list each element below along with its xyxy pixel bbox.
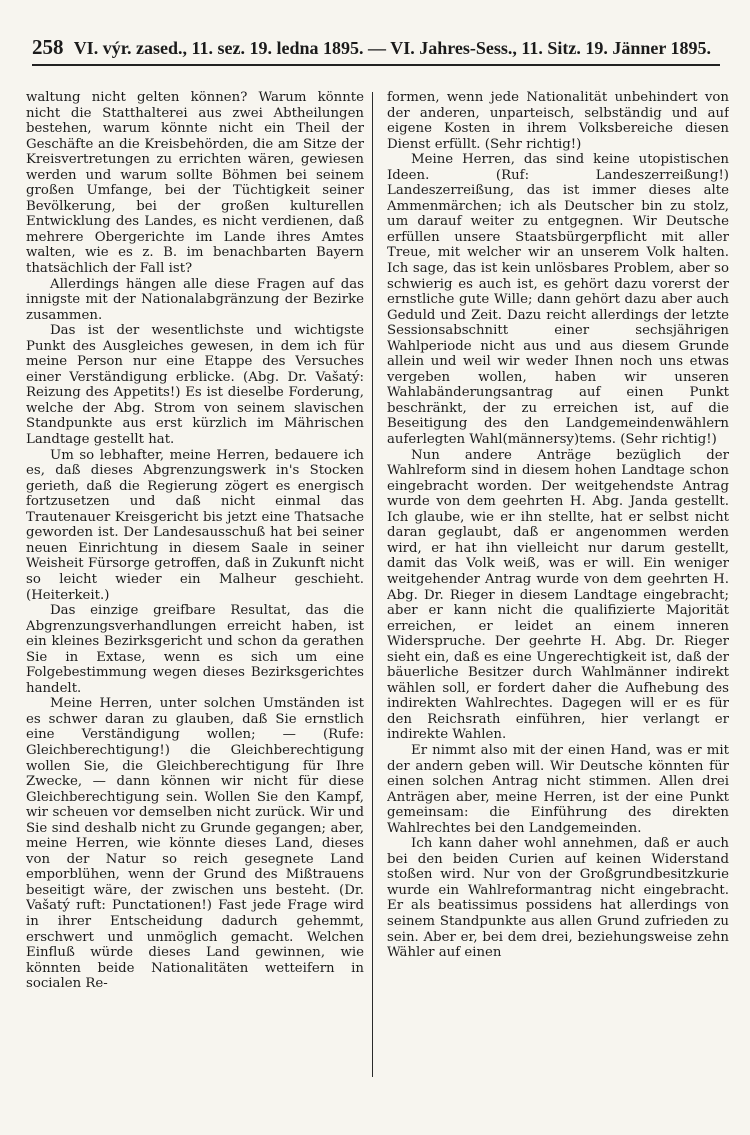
- paragraph: Das ist der wesentlichste und wichtigste Punkt des Ausgleiches gewesen, in dem ich für meine Person nur eine Etappe des Versuches einer Verständigung erblicke. (Abg. Dr. Vašatý: Reizung des Appetits!) Es ist dieselbe Forderung, welche der Abg. Strom von seinem slavischen Standpunkte aus erst kürzlich im Mährischen Landtage gestellt hat.: [26, 323, 364, 448]
- paragraph: Ich kann daher wohl annehmen, daß er auch bei den beiden Curien auf keinen Widerstand stoßen wird. Nur von der Großgrundbesitzkurie wurde ein Wahlreformantrag nicht eingebracht. Er als beatissimus possidens hat allerdings von seinem Standpunkte aus allen Grund zufrieden zu sein. Aber er, bei dem drei, beziehungsweise zehn Wähler auf einen: [387, 836, 729, 961]
- paragraph: Meine Herren, das sind keine utopistischen Ideen. (Ruf: Landeszerreißung!) Landeszerreißung, das ist immer dieses alte Ammenmärchen; ich als Deutscher bin zu stolz, um darauf weiter zu entgegnen. Wir Deutsche erfüllen unsere Staatsbürgerpflicht mit aller Treue, mit welcher wir an unserem Volk halten. Ich sage, das ist kein unlösbares Problem, aber so schwierig es auch ist, es gehört dazu vorerst der ernstliche gute Wille; dann gehört dazu aber auch Geduld und Zeit. Dazu reicht allerdings der letzte Sessionsabschnitt einer sechsjährigen Wahlperiode nicht aus und aus diesem Grunde allein und weil wir weder Ihnen noch uns etwas vergeben wollen, haben wir unseren Wahlabänderungsantrag auf einen Punkt beschränkt, der zu erreichen ist, auf die Beseitigung des den Landgemeindenwählern auferlegten Wahl(männersy)tems. (Sehr richtig!): [387, 152, 729, 448]
- column-divider: [372, 92, 373, 1077]
- paragraph: Um so lebhafter, meine Herren, bedauere ich es, daß dieses Abgrenzungswerk in's Stocken gerieth, daß die Regierung zögert es energisch fortzusetzen und daß nicht einmal das Trautenauer Kreisgericht bis jetzt eine Thatsache geworden ist. Der Landesausschuß hat bei seiner neuen Einrichtung in diesem Saale in seiner Weisheit Fürsorge getroffen, daß in Zukunft nicht so leicht wieder ein Malheur geschieht. (Heiterkeit.): [26, 447, 364, 603]
- paragraph: Allerdings hängen alle diese Fragen auf das innigste mit der Nationalabgränzung der Bezirke zusammen.: [26, 276, 364, 323]
- running-title: VI. výr. zased., 11. sez. 19. ledna 1895. — VI. Jahres-Sess., 11. Sitz. 19. Jänner 1895.: [73, 38, 712, 58]
- page-number: 258: [32, 35, 64, 59]
- paragraph: Er nimmt also mit der einen Hand, was er mit der andern geben will. Wir Deutsche könnten für einen solchen Antrag nicht stimmen. Allen drei Anträgen aber, meine Herren, ist der eine Punkt gemeinsam: die Einführung des direkten Wahlrechtes bei den Landgemeinden.: [387, 742, 729, 836]
- paragraph: Nun andere Anträge bezüglich der Wahlreform sind in diesem hohen Landtage schon eingebracht worden. Der weitgehendste Antrag wurde von dem geehrten H. Abg. Janda gestellt. Ich glaube, wie er ihn stellte, hat er selbst nicht daran geglaubt, daß er angenommen werden wird, er hat ihn vielleicht nur darum gestellt, damit das Volk weiß, was er will. Ein weniger weitgehender Antrag wurde von dem geehrten H. Abg. Dr. Rieger in diesem Landtage eingebracht; aber er kann nicht die qualifizierte Majorität erreichen, er leidet an einem inneren Widerspruche. Der geehrte H. Abg. Dr. Rieger sieht ein, daß es eine Ungerechtigkeit ist, daß der bäuerliche Besitzer durch Wahlmänner indirekt wählen soll, er fordert daher die Aufhebung des indirekten Wahlrechtes. Dagegen will er es für den Reichsrath einführen, hier verlangt er indirekte Wahlen.: [387, 447, 729, 743]
- left-column: [26, 90, 364, 1090]
- paragraph: Das einzige greifbare Resultat, das die Abgrenzungsverhandlungen erreicht haben, ist ein kleines Bezirksgericht und schon da gerathen Sie in Extase, wenn es sich um eine Folgebestimmung wegen dieses Bezirksgerichtes handelt.: [26, 603, 364, 696]
- page-header: [32, 30, 720, 66]
- paragraph: formen, wenn jede Nationalität unbehindert von der anderen, unparteisch, selbständig und auf eigene Kosten in ihrem Volksbereiche diesen Dienst erfüllt. (Sehr richtig!): [387, 90, 729, 152]
- paragraph: waltung nicht gelten können? Warum könnte nicht die Statthalterei aus zwei Abtheilungen bestehen, warum könnte nicht ein Theil der Geschäfte an die Kreisbehörden, die am Sitze der Kreisvertretungen zu errichten wären, gewiesen werden und warum sollte Böhmen bei seinem großen Umfange, bei der Tüchtigkeit seiner Bevölkerung, bei der großen kulturellen Entwicklung des Landes, es nicht verdienen, daß mehrere Obergerichte im Lande ihres Amtes walten, wie es z. B. im benachbarten Bayern thatsächlich der Fall ist?: [26, 90, 364, 277]
- paragraph: Meine Herren, unter solchen Umständen ist es schwer daran zu glauben, daß Sie ernstlich eine Verständigung wollen; — (Rufe: Gleichberechtigung!) die Gleichberechtigung wollen Sie, die Gleichberechtigung für Ihre Zwecke, — dann können wir nicht für diese Gleichberechtigung sein. Wollen Sie den Kampf, wir scheuen vor demselben nicht zurück. Wir und Sie sind deshalb nicht zu Grunde gegangen; aber, meine Herren, wie könnte dieses Land, dieses von der Natur so reich gesegnete Land emporblühen, wenn der Grund des Mißtrauens beseitigt wäre, der zwischen uns besteht. (Dr. Vašatý ruft: Punctationen!) Fast jede Frage wird in ihrer Entscheidung dadurch gehemmt, erschwert und unmöglich gemacht. Welchen Einfluß würde dieses Land gewinnen, wie könnten beide Nationalitäten wetteifern in socialen Re-: [26, 696, 364, 992]
- right-column: [387, 90, 729, 1090]
